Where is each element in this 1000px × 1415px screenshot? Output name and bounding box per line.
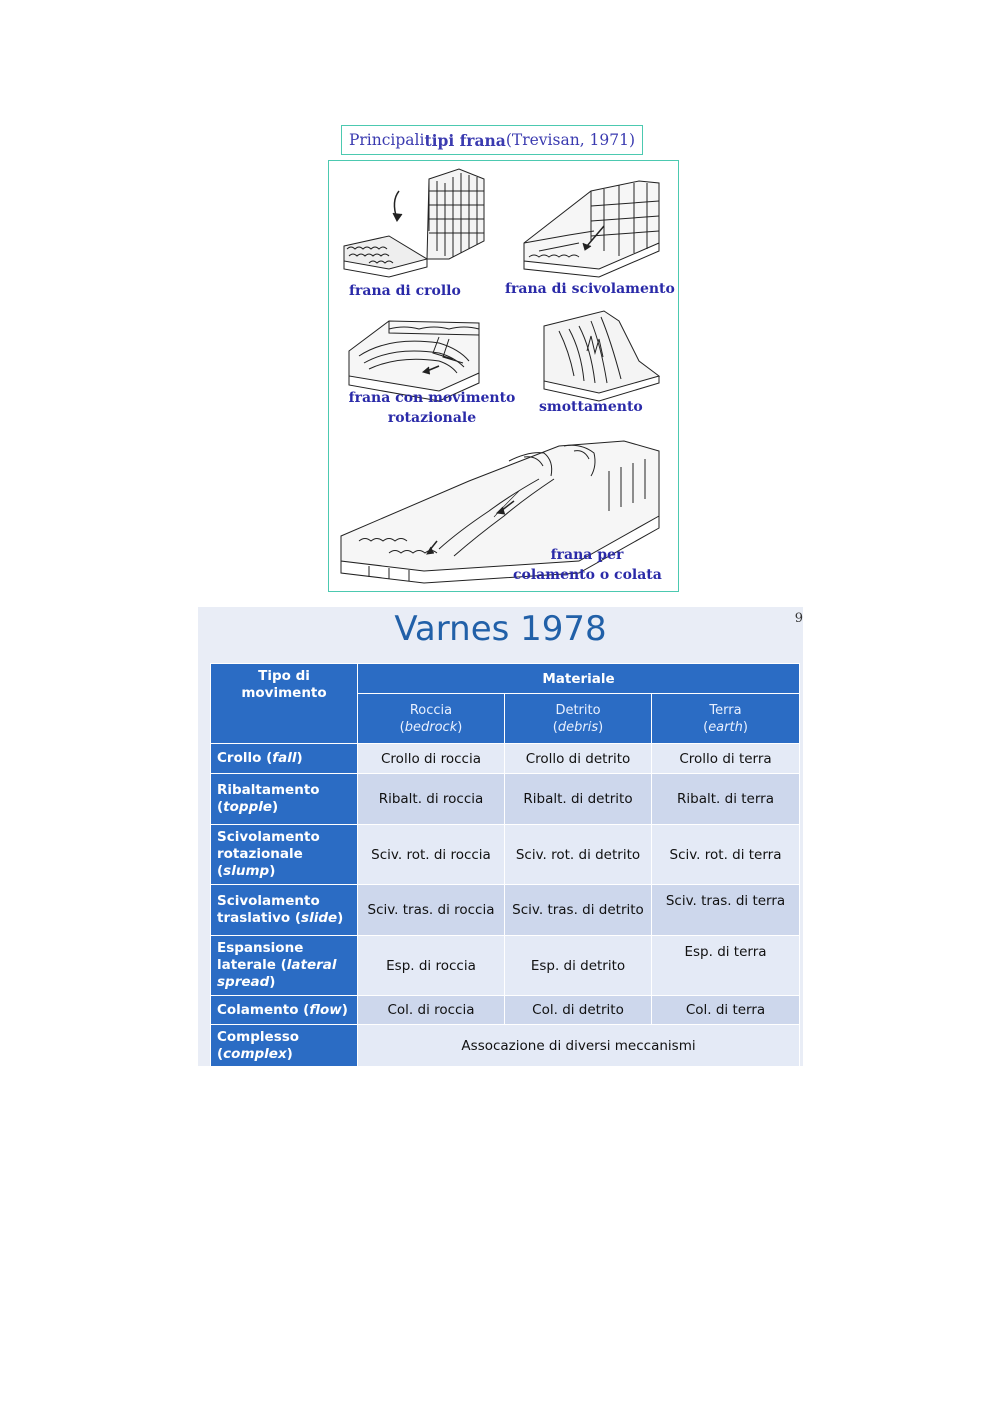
table-cell: Crollo di terra — [652, 744, 800, 774]
corner-header: Tipo di movimento — [211, 664, 358, 744]
table-cell: Ribalt. di roccia — [358, 774, 505, 825]
row-label: Espansione laterale (lateral spread) — [211, 936, 358, 996]
caption-colata-line1: frana per — [550, 547, 624, 563]
page-number: 9 — [794, 611, 803, 626]
material-name: Detrito — [555, 702, 601, 718]
landslide-figure — [328, 160, 679, 592]
rockfall-sketch — [344, 169, 484, 277]
table-cell: Esp. di detrito — [505, 936, 652, 996]
table-cell: Sciv. rot. di terra — [652, 825, 800, 885]
material-en: earth — [708, 719, 743, 735]
row-label: Scivolamento rotazionale (slump) — [211, 825, 358, 885]
material-name: Roccia — [409, 702, 453, 718]
table-cell: Esp. di roccia — [358, 936, 505, 996]
table-row — [211, 774, 800, 825]
caption-smottamento: smottamento — [539, 399, 643, 415]
row-label: Colamento (flow) — [211, 996, 358, 1025]
table-cell: Crollo di detrito — [505, 744, 652, 774]
table-row — [211, 1025, 800, 1067]
material-name: Terra — [709, 702, 742, 718]
table-cell: Crollo di roccia — [358, 744, 505, 774]
table-row — [211, 885, 800, 936]
table-cell: Col. di detrito — [505, 996, 652, 1025]
smottamento-sketch — [544, 311, 659, 401]
figure-title-suffix: (Trevisan, 1971) — [505, 131, 636, 149]
table-cell: Sciv. tras. di terra — [652, 885, 800, 936]
caption-colata — [513, 545, 661, 585]
table-cell: Col. di roccia — [358, 996, 505, 1025]
table-cell: Ribalt. di detrito — [505, 774, 652, 825]
figure-title-bold: tipi frana — [424, 130, 506, 150]
row-label: Crollo (fall) — [211, 744, 358, 774]
table-row — [211, 936, 800, 996]
slide-title: Varnes 1978 — [394, 609, 607, 649]
table-cell: Sciv. tras. di detrito — [505, 885, 652, 936]
table-cell-merged: Assocazione di diversi meccanismi — [358, 1025, 800, 1067]
caption-colata-line2: colamento o colata — [513, 567, 662, 583]
landslide-sketches — [329, 161, 678, 591]
material-en: bedrock — [404, 719, 458, 735]
table-row — [211, 744, 800, 774]
varnes-slide — [198, 607, 803, 1066]
figure-title-prefix: Principali — [348, 131, 425, 149]
material-col-roccia: Roccia (bedrock) — [358, 694, 505, 744]
varnes-table — [210, 663, 800, 1066]
table-row — [211, 996, 800, 1025]
material-en: debris — [557, 719, 599, 735]
figure-title — [341, 125, 643, 155]
table-cell: Sciv. rot. di roccia — [358, 825, 505, 885]
row-label: Complesso (complex) — [211, 1025, 358, 1067]
table-cell: Col. di terra — [652, 996, 800, 1025]
caption-rotazionale-line2: rotazionale — [387, 410, 477, 426]
table-cell: Ribalt. di terra — [652, 774, 800, 825]
caption-rotazionale-line1: frana con movimento — [348, 390, 516, 406]
table-cell: Sciv. rot. di detrito — [505, 825, 652, 885]
row-label: Scivolamento traslativo (slide) — [211, 885, 358, 936]
material-col-terra: Terra (earth) — [652, 694, 800, 744]
table-cell: Esp. di terra — [652, 936, 800, 996]
row-label: Ribaltamento (topple) — [211, 774, 358, 825]
table-cell: Sciv. tras. di roccia — [358, 885, 505, 936]
material-header: Materiale — [358, 664, 800, 694]
caption-scivolamento: frana di scivolamento — [505, 281, 675, 297]
slide-sketch — [524, 181, 659, 277]
caption-rotazionale — [347, 388, 517, 428]
caption-crollo: frana di crollo — [349, 283, 461, 299]
material-col-detrito: Detrito (debris) — [505, 694, 652, 744]
table-row — [211, 825, 800, 885]
